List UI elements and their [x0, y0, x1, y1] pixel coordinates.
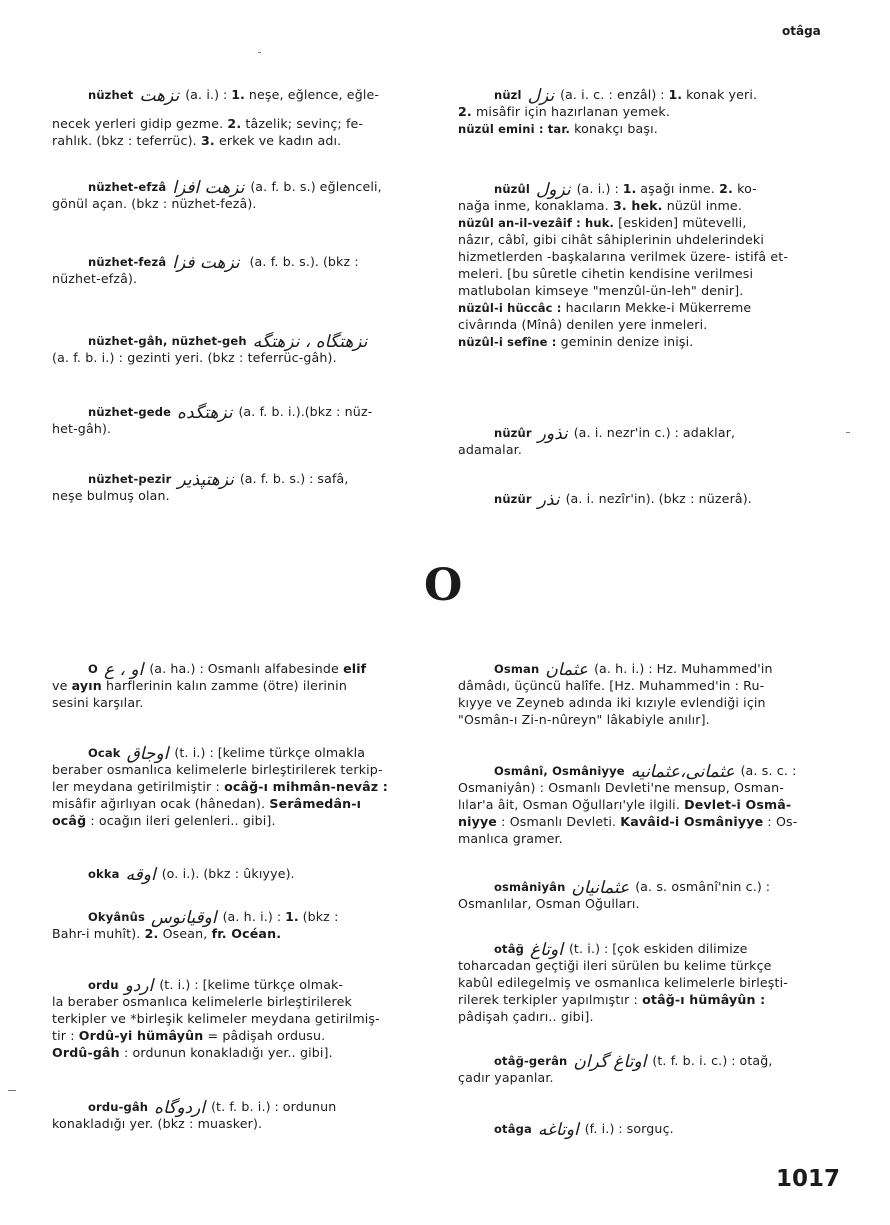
entry-text: manlıca gramer. [458, 831, 563, 846]
entry-line [458, 1069, 836, 1086]
entry-text: tâzelik; sevinç; fe- [241, 116, 364, 131]
dictionary-entry [52, 660, 432, 711]
entry-line [52, 795, 432, 812]
entry-text: 1. [231, 87, 245, 102]
entry-text: geminin denize inişi. [556, 334, 694, 349]
arabic-script: اوجاق [126, 744, 169, 764]
entry-line [52, 925, 432, 942]
margin-tick-mark [846, 432, 850, 433]
entry-line [52, 908, 432, 928]
entry-line [52, 470, 432, 490]
dictionary-entry [458, 878, 836, 912]
entry-line [52, 349, 432, 366]
entry-text: 2. [719, 181, 733, 196]
entry-line [458, 265, 836, 282]
entry-line [458, 316, 836, 333]
headword: O [88, 662, 98, 676]
entry-text: [eskiden] mütevelli, [614, 215, 747, 230]
entry-line [52, 1044, 432, 1061]
headword: nüzhet-gede [88, 405, 172, 419]
entry-text: Ordû-yi hümâyûn [78, 1028, 204, 1043]
entry-line [52, 993, 432, 1010]
headword: Osman [494, 662, 540, 676]
entry-text: hizmetlerden -başkalarına verilmek üzere- istifâ et- [458, 249, 789, 264]
arabic-script: نزهت افزا [172, 178, 245, 198]
entry-text: nüzhet-efzâ). [52, 271, 138, 286]
dictionary-entry [52, 744, 432, 829]
arabic-script: اوتاغ [530, 940, 563, 960]
entry-text: (bkz : [298, 909, 339, 924]
entry-text: misâfir için hazırlanan yemek. [471, 104, 670, 119]
entry-text: : ordunun konakladığı yer.. gibi]. [119, 1045, 333, 1060]
entry-line [52, 761, 432, 778]
entry-text: nüzül inme. [662, 198, 742, 213]
dictionary-entry [458, 424, 836, 458]
arabic-script: اردوگاه [154, 1098, 206, 1118]
headword: Okyânûs [88, 910, 145, 924]
entry-line [458, 424, 836, 444]
page-number: 1017 [776, 1166, 841, 1192]
entry-line [52, 86, 432, 106]
entry-line [52, 778, 432, 795]
entry-line [52, 420, 432, 437]
entry-text: konakçı başı. [570, 121, 658, 136]
entry-line [458, 796, 836, 813]
entry-line [458, 1052, 836, 1072]
entry-text: (a. s. c. : [740, 763, 797, 778]
entry-text: (t. f. b. i.) : ordunun [211, 1099, 337, 1114]
entry-text: ocâğ [52, 813, 87, 828]
entry-text: : Os- [763, 814, 798, 829]
headword: nüzhet-pezir [88, 472, 172, 486]
dictionary-entry [52, 253, 432, 287]
entry-text: 1. [622, 181, 637, 196]
entry-text: (a. s. osmânî'nin c.) : [635, 879, 771, 894]
entry-text: neşe bulmuş olan. [52, 488, 170, 503]
entry-text: : Osmanlı Devleti. [497, 814, 621, 829]
arabic-script: اوقیانوس [150, 908, 217, 928]
entry-text: (a. f. b. s.). (bkz : [245, 254, 359, 269]
entry-line [52, 178, 432, 198]
entry-line [458, 991, 836, 1008]
entry-text: kıyye ve Zeyneb adında iki kızıyle evlendiği için [458, 695, 766, 710]
entry-line [52, 1010, 432, 1027]
headword: otâğ-gerân [494, 1054, 568, 1068]
entry-text: 3. [200, 133, 215, 148]
entry-text: "Osmân-ı Zi-n-nûreyn" lâkabiyle anılır]. [458, 712, 710, 727]
arabic-script: نزهتپذیر [177, 470, 234, 490]
entry-line [458, 974, 836, 991]
headword: nüzür [494, 492, 532, 506]
entry-line [458, 231, 836, 248]
entry-text: meleri. [bu sûretle cihetin kendisine verilmesi [458, 266, 754, 281]
entry-text: Ordû-gâh [52, 1045, 120, 1060]
entry-line [52, 403, 432, 423]
headword: nüzhet-gâh, nüzhet-geh [88, 334, 247, 348]
entry-text: Devlet-i Osmâ- [684, 797, 792, 812]
headword: nüzûl-i sefîne : [458, 335, 557, 349]
headword: otâga [494, 1122, 532, 1136]
arabic-script: نزهتگده [177, 403, 233, 423]
arabic-script: نذر [537, 490, 560, 510]
headword: ordu [88, 978, 119, 992]
headword: Ocak [88, 746, 121, 760]
dictionary-entry [458, 762, 836, 847]
arabic-script: عثمانیان [571, 878, 630, 898]
headword: nüzûl [494, 182, 530, 196]
entry-text: ve [52, 678, 72, 693]
entry-text: 1. [668, 87, 683, 102]
entry-line [458, 299, 836, 316]
dictionary-entry [52, 470, 432, 504]
entry-text: beraber osmanlıca kelimelerle birleştirilerek terkip- [52, 762, 383, 777]
entry-text: (a. f. b. i.) : gezinti yeri. (bkz : teferrüc-gâh). [52, 350, 337, 365]
entry-text: hacıların Mekke-i Mükerreme [561, 300, 752, 315]
entry-text: civârında (Mînâ) denilen yere inmeleri. [458, 317, 708, 332]
dictionary-entry [52, 178, 432, 212]
entry-line [52, 976, 432, 996]
arabic-script: او ، ع [103, 660, 144, 680]
dictionary-entry [52, 332, 432, 366]
arabic-script: عثمان [545, 660, 589, 680]
page-header: otâga [782, 24, 821, 38]
entry-line [458, 830, 836, 847]
entry-text: la beraber osmanlıca kelimelerle birleştirilerek [52, 994, 352, 1009]
entry-text: adamalar. [458, 442, 523, 457]
arabic-script: اوتاغ گران [573, 1052, 647, 1072]
entry-text: pâdişah çadırı.. gibi]. [458, 1009, 594, 1024]
entry-text: 2. [227, 116, 242, 131]
entry-text: (a. h. i.) : [222, 909, 286, 924]
entry-line [458, 711, 836, 728]
entry-line [52, 132, 432, 149]
arabic-script: نزول [535, 180, 571, 200]
arabic-script: نزل [527, 86, 555, 106]
entry-text: (a. f. b. s.) : safâ, [239, 471, 349, 486]
entry-text: toharcadan geçtiği ileri sürülen bu kelime türkçe [458, 958, 772, 973]
entry-line [458, 878, 836, 898]
entry-line [458, 441, 836, 458]
dictionary-entry [52, 1098, 432, 1132]
entry-line [52, 195, 432, 212]
entry-text: ayın [71, 678, 102, 693]
headword: osmâniyân [494, 880, 566, 894]
entry-text: (o. i.). (bkz : ûkıyye). [161, 866, 295, 881]
entry-text: fr. Océan. [211, 926, 282, 941]
entry-text: rahlık. (bkz : teferrüc). [52, 133, 201, 148]
arabic-script: نزهت فزا [172, 253, 240, 273]
entry-line [458, 957, 836, 974]
entry-text: (a. ha.) : Osmanlı alfabesinde [149, 661, 344, 676]
entry-text: (a. h. i.) : Hz. Muhammed'in [594, 661, 773, 676]
entry-text: gönül açan. (bkz : nüzhet-fezâ). [52, 196, 257, 211]
entry-text: (a. f. b. s.) eğlenceli, [250, 179, 382, 194]
entry-line [458, 120, 836, 137]
headword: nüzûl-i hüccâc : [458, 301, 562, 315]
entry-text: het-gâh). [52, 421, 112, 436]
headword: otâğ [494, 942, 524, 956]
arabic-script: اردو [124, 976, 154, 996]
headword: nüzûl an-il-vezâif : huk. [458, 216, 615, 230]
entry-text: konak yeri. [682, 87, 758, 102]
entry-line [52, 694, 432, 711]
entry-text: Serâmedân-ı [269, 796, 362, 811]
entry-line [458, 694, 836, 711]
dictionary-entry [458, 86, 836, 137]
entry-line [52, 487, 432, 504]
entry-text: 1. [285, 909, 299, 924]
dictionary-entry [458, 180, 836, 350]
entry-line [52, 677, 432, 694]
entry-text: (t. i.) : [kelime türkçe olmak- [159, 977, 344, 992]
arabic-script: نزهت [139, 86, 180, 106]
entry-text: çadır yapanlar. [458, 1070, 554, 1085]
entry-text: terkipler ve *birleşik kelimeler meydana getirilmiş- [52, 1011, 380, 1026]
entry-text: harflerinin kalın zamme (ötre) ilerinin [101, 678, 347, 693]
entry-text: (t. i.) : [çok eskiden dilimize [569, 941, 748, 956]
entry-text: neşe, eğlence, eğle- [244, 87, 380, 102]
entry-text: necek yerleri gidip gezme. [52, 116, 228, 131]
entry-line [458, 333, 836, 350]
entry-text: (f. i.) : sorguç. [584, 1121, 674, 1136]
entry-text: nâzır, câbî, gibi cihât sâhiplerinin uhdelerindeki [458, 232, 764, 247]
entry-text: rilerek terkipler yapılmıştır : [458, 992, 643, 1007]
headword: nüzhet-fezâ [88, 255, 167, 269]
headword: nüzûr [494, 426, 532, 440]
dictionary-entry [52, 865, 432, 885]
entry-line [458, 813, 836, 830]
dictionary-entry [458, 660, 836, 728]
arabic-script: نزهتگاه ، نزهتگه [252, 332, 368, 352]
section-letter: O [424, 560, 463, 611]
entry-line [458, 248, 836, 265]
dictionary-entry [458, 940, 836, 1025]
entry-text: konakladığı yer. (bkz : muasker). [52, 1116, 263, 1131]
headword: nüzhet [88, 88, 134, 102]
entry-text: (a. i.) : [576, 181, 623, 196]
entry-line [52, 270, 432, 287]
dictionary-entry [52, 403, 432, 437]
entry-text: erkek ve kadın adı. [214, 133, 342, 148]
entry-line [458, 895, 836, 912]
entry-text: Bahr-i muhît). [52, 926, 145, 941]
entry-line [458, 180, 836, 200]
dictionary-entry [52, 908, 432, 942]
entry-nuzhet [52, 86, 432, 149]
margin-tick-mark [8, 1090, 16, 1091]
entry-text: ler meydana getirilmiştir : [52, 779, 225, 794]
entry-line [52, 115, 432, 132]
headword: nüzül emini : tar. [458, 122, 571, 136]
entry-text: lılar'a âit, Osman Oğulları'yle ilgili. [458, 797, 685, 812]
arabic-script: اوتاغه [537, 1120, 579, 1140]
entry-text: 3. hek. [612, 198, 663, 213]
headword: Osmânî, Osmâniyye [494, 764, 625, 778]
entry-text: ocâğ-ı mihmân-nevâz : [224, 779, 388, 794]
entry-line [52, 1115, 432, 1132]
entry-text: misâfir ağırlıyan ocak (hânedan). [52, 796, 270, 811]
headword: nüzl [494, 88, 522, 102]
entry-text: 2. [458, 104, 472, 119]
entry-line [52, 812, 432, 829]
entry-text: (a. i.) : [185, 87, 232, 102]
arabic-script: نذور [537, 424, 568, 444]
entry-line [458, 779, 836, 796]
entry-text: otâğ-ı hümâyûn : [642, 992, 766, 1007]
entry-line [458, 1008, 836, 1025]
arabic-script: اوقه [125, 865, 156, 885]
entry-line [458, 86, 836, 106]
entry-text: aşağı inme. [636, 181, 720, 196]
entry-line [458, 214, 836, 231]
entry-line [458, 490, 836, 510]
dictionary-entry [458, 1052, 836, 1086]
entry-text: dâmâdı, üçüncü halîfe. [Hz. Muhammed'in : Ru- [458, 678, 765, 693]
dictionary-entry [458, 490, 836, 510]
entry-line [458, 940, 836, 960]
entry-line [52, 744, 432, 764]
entry-text: Osmanlılar, Osman Oğulları. [458, 896, 640, 911]
entry-line [52, 865, 432, 885]
headword: okka [88, 867, 120, 881]
headword: nüzhet-efzâ [88, 180, 167, 194]
entry-text: = pâdişah ordusu. [203, 1028, 326, 1043]
entry-text: matlubolan kimseye "menzûl-ün-leh" denir]. [458, 283, 744, 298]
entry-text: sesini karşılar. [52, 695, 144, 710]
entry-line [458, 103, 836, 120]
entry-text: kabûl edilegelmiş ve osmanlıca kelimelerle birleşti- [458, 975, 788, 990]
entry-text: (a. i. nezr'in c.) : adaklar, [573, 425, 736, 440]
entry-text: (a. i. c. : enzâl) : [560, 87, 669, 102]
entry-text: Kavâid-i Osmâniyye [620, 814, 764, 829]
entry-line [458, 677, 836, 694]
entry-line [458, 197, 836, 214]
dictionary-entry [458, 1120, 836, 1140]
entry-text: tir : [52, 1028, 79, 1043]
entry-line [52, 253, 432, 273]
entry-line [458, 1120, 836, 1140]
entry-line [458, 660, 836, 680]
entry-text: (t. i.) : [kelime türkçe olmakla [174, 745, 366, 760]
headword: ordu-gâh [88, 1100, 149, 1114]
margin-tick-mark [258, 52, 261, 53]
dictionary-entry [52, 976, 432, 1061]
entry-text: elif [343, 661, 367, 676]
entry-text: niyye [458, 814, 497, 829]
entry-text: (a. f. b. i.).(bkz : nüz- [238, 404, 373, 419]
entry-text: Osean, [158, 926, 212, 941]
entry-text: ko- [732, 181, 757, 196]
entry-text: (a. i. nezîr'in). (bkz : nüzerâ). [565, 491, 752, 506]
entry-line [52, 1027, 432, 1044]
entry-line [52, 1098, 432, 1118]
entry-line [52, 332, 432, 352]
entry-text: 2. [144, 926, 159, 941]
entry-text: : ocağın ileri gelenleri.. gibi]. [86, 813, 276, 828]
entry-line [458, 282, 836, 299]
entry-text: Osmaniyân) : Osmanlı Devleti'ne mensup, Osman- [458, 780, 784, 795]
entry-line [458, 762, 836, 782]
entry-text: (t. f. b. i. c.) : otağ, [652, 1053, 773, 1068]
entry-text: nağa inme, konaklama. [458, 198, 613, 213]
arabic-script: عثمانی،عثمانیه [630, 762, 735, 782]
entry-line [52, 660, 432, 680]
